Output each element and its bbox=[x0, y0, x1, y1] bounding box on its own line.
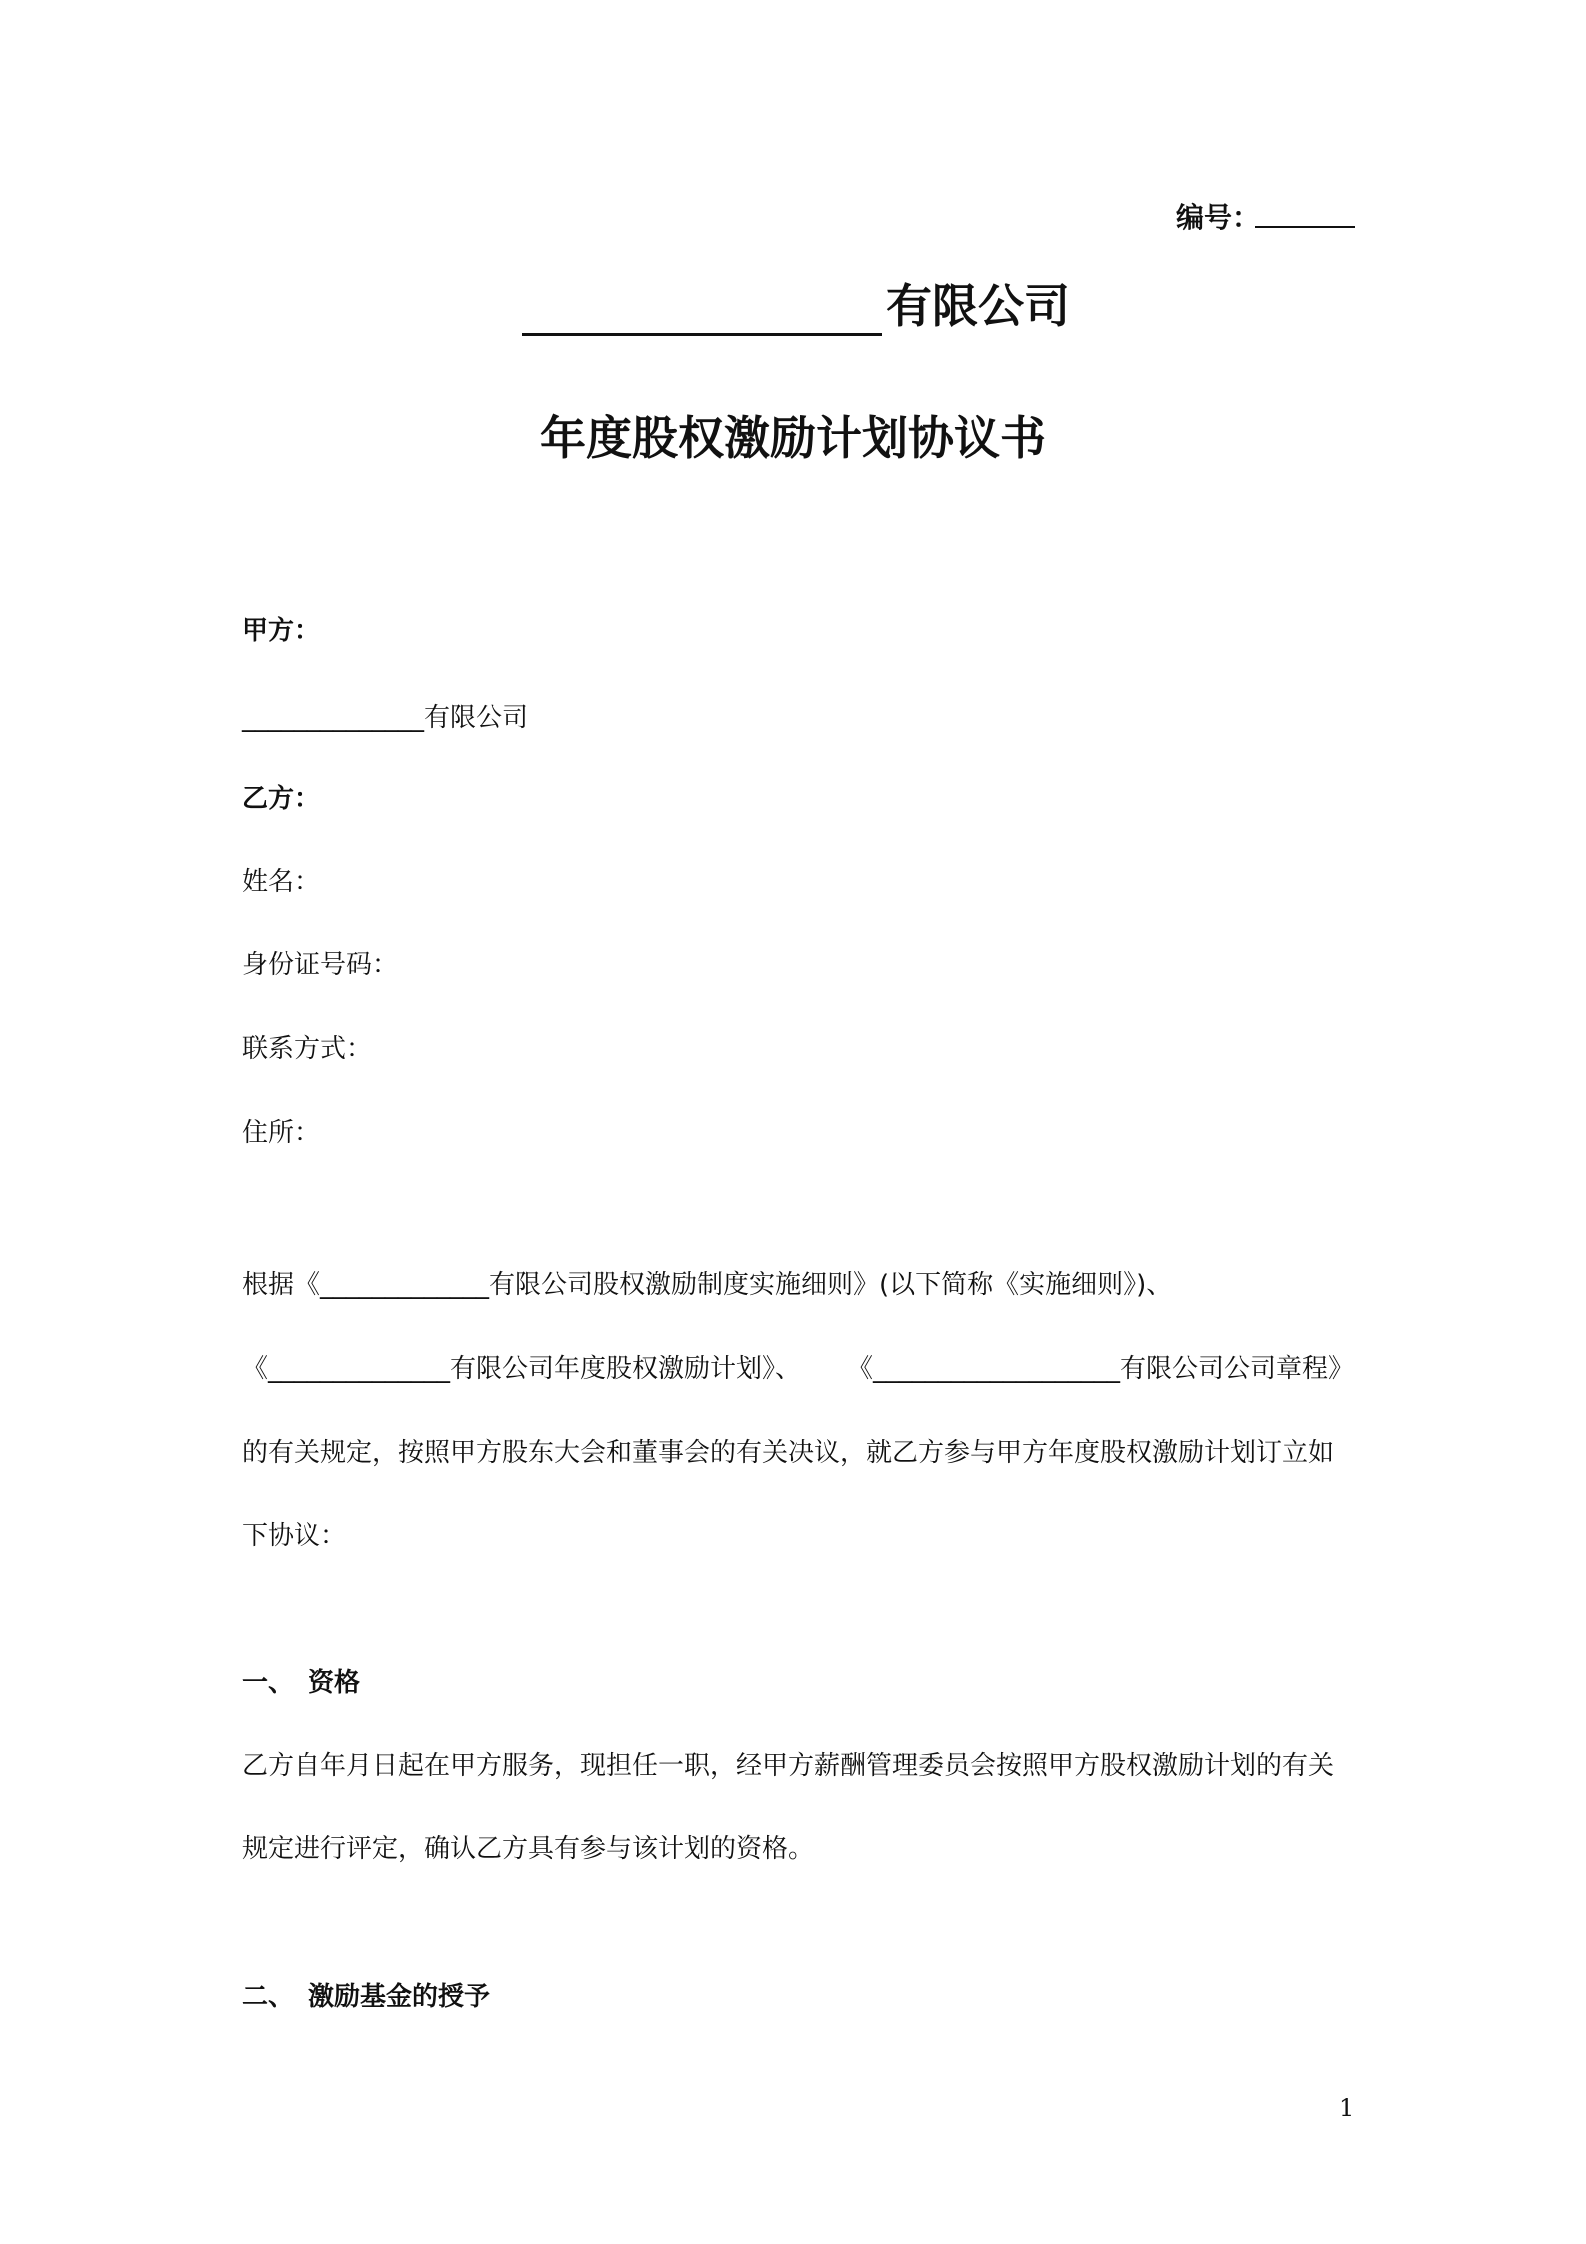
party-a-label: 甲方： bbox=[242, 616, 321, 646]
title-company-suffix: 有限公司 bbox=[886, 279, 1070, 333]
title-company-blank bbox=[522, 283, 882, 336]
preamble-line-3: 的有关规定，按照甲方股东大会和董事会的有关决议，就乙方参与甲方年度股权激励计划订立如 bbox=[242, 1438, 1335, 1468]
section-1-heading bbox=[242, 1662, 360, 1699]
id-number-label: 身份证号码： bbox=[242, 950, 399, 980]
section-2-number: 二、 bbox=[242, 1982, 295, 2012]
serial-number-blank bbox=[1255, 196, 1355, 228]
section-1-number: 一、 bbox=[242, 1668, 295, 1698]
section-1-body-line-2: 规定进行评定，确认乙方具有参与该计划的资格。 bbox=[242, 1834, 815, 1864]
section-1-body-line-1: 乙方自年月日起在甲方服务，现担任一职，经甲方薪酬管理委员会按照甲方股权激励计划的有关 bbox=[242, 1751, 1335, 1781]
title-company bbox=[522, 270, 1070, 336]
contact-label: 联系方式： bbox=[242, 1034, 373, 1064]
preamble-line-1: 根据《_____________有限公司股权激励制度实施细则》(以下简称《实施细则》)、 bbox=[242, 1270, 1173, 1300]
party-a-company: ______________有限公司 bbox=[242, 703, 529, 733]
preamble-line-2a: 《______________有限公司年度股权激励计划》、 bbox=[242, 1354, 802, 1384]
preamble-line-2 bbox=[242, 1348, 1354, 1385]
address-label: 住所： bbox=[242, 1118, 321, 1148]
name-label: 姓名： bbox=[242, 867, 321, 897]
preamble-line-4: 下协议： bbox=[242, 1521, 347, 1551]
page-number: 1 bbox=[1339, 2094, 1355, 2122]
party-b-label: 乙方： bbox=[242, 784, 321, 814]
preamble-line-2b: 《___________________有限公司公司章程》 bbox=[846, 1354, 1354, 1384]
page-title: 年度股权激励计划协议书 bbox=[540, 411, 1046, 465]
section-2-heading bbox=[242, 1976, 490, 2013]
section-1-title: 资格 bbox=[308, 1668, 361, 1698]
serial-number-label: 编号： bbox=[1176, 201, 1261, 234]
section-2-title: 激励基金的授予 bbox=[308, 1982, 491, 2012]
